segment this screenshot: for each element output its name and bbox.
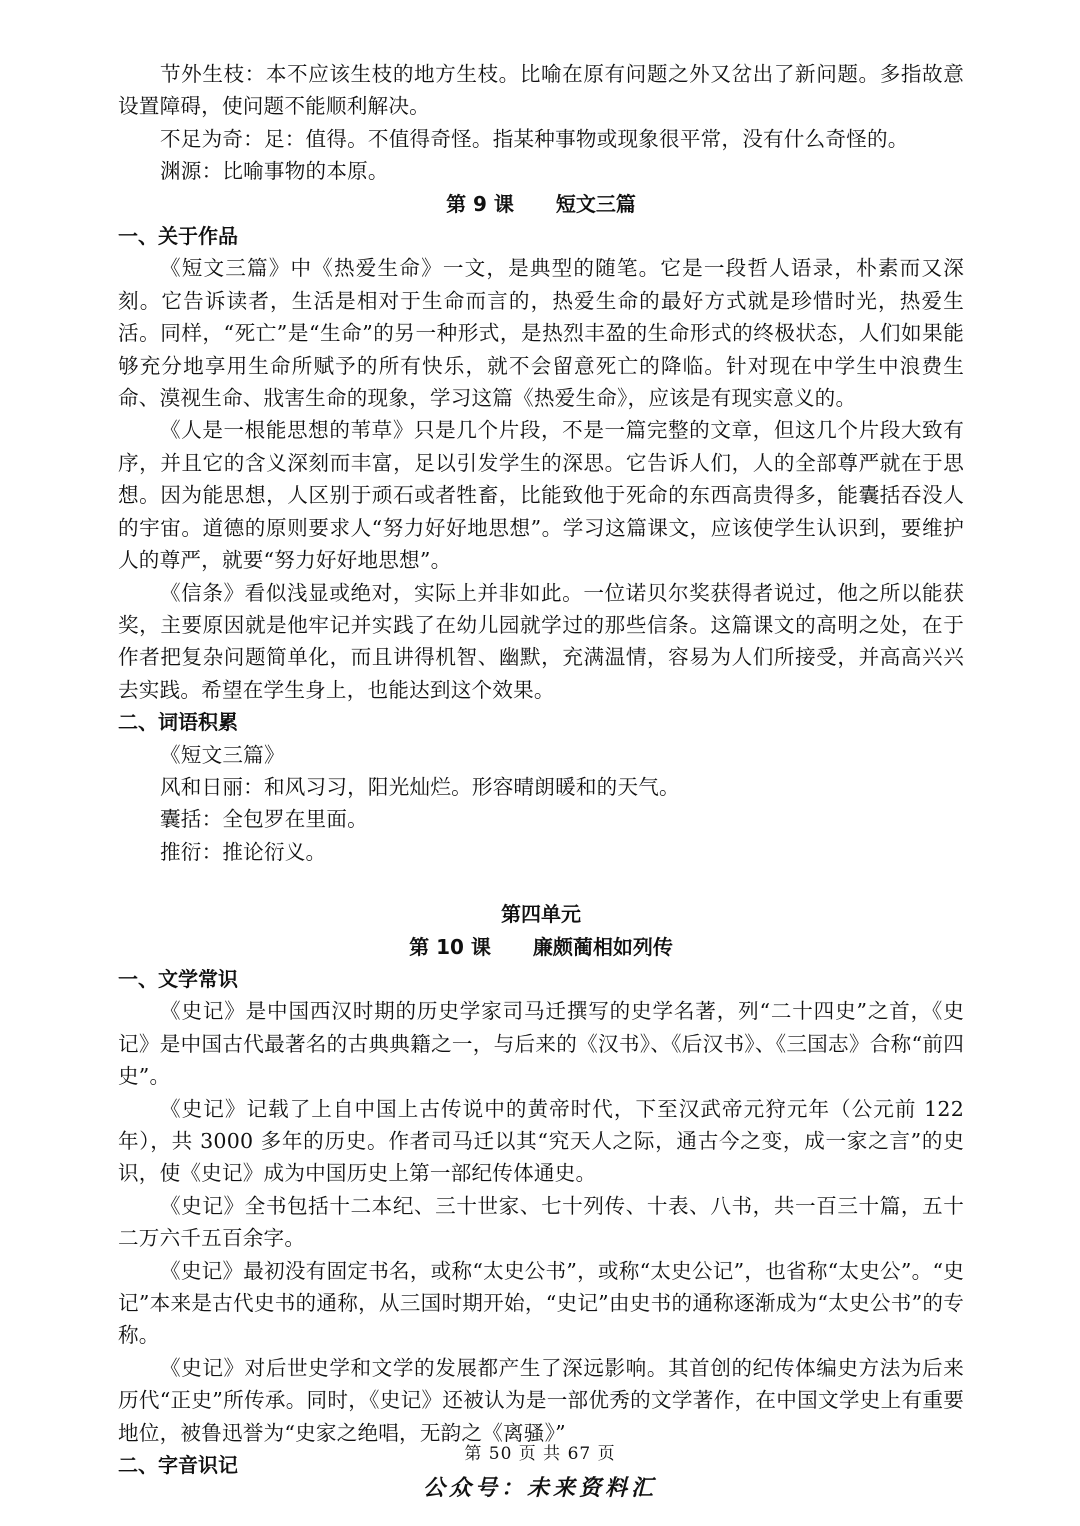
lesson-9-title <box>118 188 964 220</box>
idiom-entry-buzuweiqi: 不足为奇：足：值得。不值得奇怪。指某种事物或现象很平常，没有什么奇怪的。 <box>160 126 909 151</box>
lesson-10-number: 第 10 课 <box>409 934 491 959</box>
lesson-9-paragraph: 《信条》看似浅显或绝对，实际上并非如此。一位诺贝尔奖获得者说过，他之所以能获奖，主要原因就是他牢记并实践了在幼儿园就学过的那些信条。这篇课文的高明之处，在于作者把复杂问题简单化，而且讲得机智、幽默，充满温情，容易为人们所接受，并高高兴兴去实践。希望在学生身上，也能达到这个效果。 <box>118 580 964 702</box>
lesson-10-paragraph: 《史记》最初没有固定书名，或称“太史公书”，或称“太史公记”，也省称“太史公”。“史记”本来是古代史书的通称，从三国时期开始，“史记”由史书的通称逐渐成为“太史公书”的专称。 <box>118 1258 964 1348</box>
section-spacer <box>118 868 964 898</box>
lesson-10-section-literary-knowledge: 一、文学常识 <box>118 966 238 991</box>
unit-4-title: 第四单元 <box>501 902 581 927</box>
lesson-9-paragraph: 《人是一根能思想的苇草》只是几个片段，不是一篇完整的文章，但这几个片段大致有序，并且它的含义深刻而丰富，足以引发学生的深思。它告诉人们，人的全部尊严就在于思想。因为能思想，人区别于顽石或者牲畜，比能致他于死命的东西高贵得多，能囊括吞没人的宇宙。道德的原则要求人“努力好好地思想”。学习这篇课文，应该使学生认识到，要维护人的尊严，就要“努力好好地思想”。 <box>118 418 964 573</box>
lesson-9-section-about-work: 一、关于作品 <box>118 224 238 249</box>
lesson-9-name: 短文三篇 <box>555 191 636 216</box>
vocab-entry: 推衍：推论衍义。 <box>160 839 327 864</box>
lesson-10-section-pronunciation: 二、字音识记 <box>118 1453 238 1478</box>
lesson-10-title <box>118 931 964 963</box>
word-entry-yuanyuan: 渊源：比喻事物的本原。 <box>160 159 389 184</box>
vocab-entry: 风和日丽：和风习习，阳光灿烂。形容晴朗暖和的天气。 <box>160 774 680 799</box>
page-indicator: 第 50 页 共 67 页 <box>464 1444 616 1464</box>
lesson-10-paragraph: 《史记》是中国西汉时期的历史学家司马迁撰写的史学名著，列“二十四史”之首，《史记》是中国古代最著名的古典典籍之一，与后来的《汉书》、《后汉书》、《三国志》合称“前四史”。 <box>118 999 964 1089</box>
lesson-10-paragraph: 《史记》对后世史学和文学的发展都产生了深远影响。其首创的纪传体编史方法为后来历代“正史”所传承。同时，《史记》还被认为是一部优秀的文学著作，在中国文学史上有重要地位，被鲁迅誉为“史家之绝唱，无韵之《离骚》” <box>118 1355 964 1445</box>
vocab-entry: 囊括：全包罗在里面。 <box>160 807 368 832</box>
lesson-9-section-vocabulary: 二、词语积累 <box>118 710 238 735</box>
page-content <box>118 58 964 1481</box>
vocab-source: 《短文三篇》 <box>160 742 285 767</box>
lesson-10-name: 廉颇蔺相如列传 <box>532 934 673 959</box>
idiom-entry-jiewaishengzhi: 节外生枝：本不应该生枝的地方生枝。比喻在原有问题之外又岔出了新问题。多指故意设置障碍，使问题不能顺利解决。 <box>118 62 964 119</box>
lesson-10-paragraph: 《史记》全书包括十二本纪、三十世家、七十列传、十表、八书，共一百三十篇，五十二万六千五百余字。 <box>118 1193 964 1251</box>
lesson-9-number: 第 9 课 <box>446 191 514 216</box>
lesson-10-paragraph: 《史记》记载了上自中国上古传说中的黄帝时代，下至汉武帝元狩元年（公元前 122 年），共 3000 多年的历史。作者司马迁以其“究天人之际，通古今之变，成一家之言”的史识，使《史记》成为中国历史上第一部纪传体通史。 <box>118 1096 964 1186</box>
lesson-9-paragraph: 《短文三篇》中《热爱生命》一文，是典型的随笔。它是一段哲人语录，朴素而又深刻。它告诉读者，生活是相对于生命而言的，热爱生命的最好方式就是珍惜时光，热爱生活。同样，“死亡”是“生命”的另一种形式，是热烈丰盈的生命形式的终极状态，人们如果能够充分地享用生命所赋予的所有快乐，就不会留意死亡的降临。针对现在中学生中浪费生命、漠视生命、戕害生命的现象，学习这篇《热爱生命》，应该是有现实意义的。 <box>118 256 964 411</box>
brand-watermark: 公众号：未来资料汇 <box>422 1475 657 1501</box>
